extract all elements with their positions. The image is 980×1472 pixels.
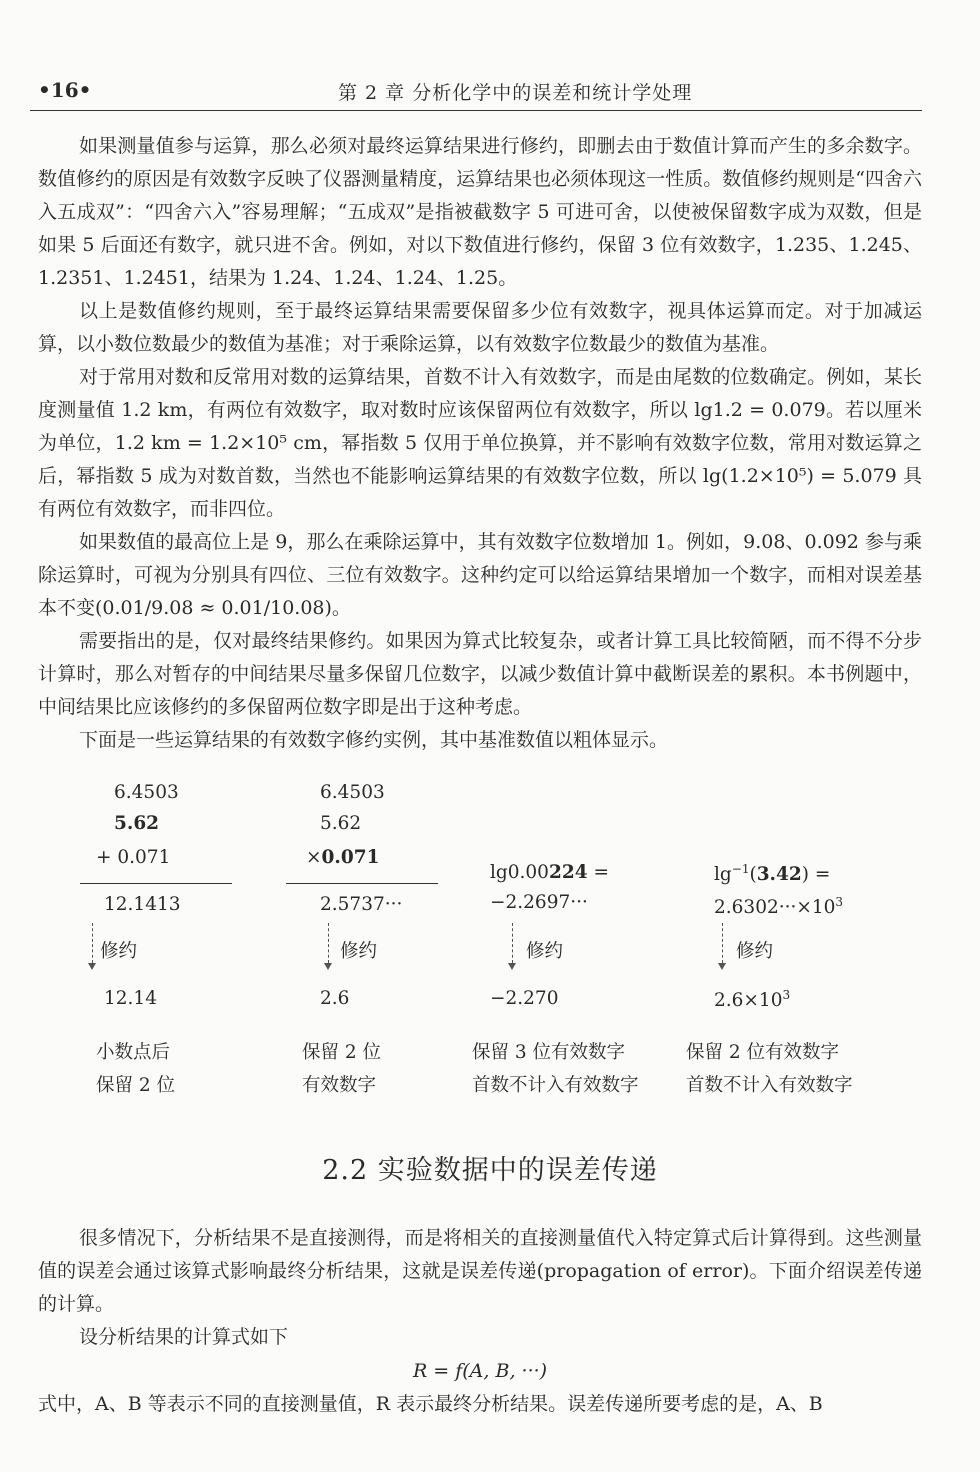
paragraph: 式中，A、B 等表示不同的直接测量值，R 表示最终分析结果。误差传递所要考虑的是，A、B xyxy=(38,1393,823,1415)
rounding-examples xyxy=(38,775,938,1105)
section-body xyxy=(38,1222,922,1421)
col3-result: −2.2697··· xyxy=(490,892,588,913)
col4-arrow-icon xyxy=(722,923,723,963)
col2-operand-c: ×0.071 xyxy=(306,847,380,868)
col3-note: 保留 3 位有效数字 xyxy=(472,1042,626,1063)
col3-expression: lg0.00224 = xyxy=(490,862,609,883)
col1-operand-b: 5.62 xyxy=(114,813,160,834)
paragraph: 对于常用对数和反常用对数的运算结果，首数不计入有效数字，而是由尾数的位数确定。例如，某长度测量值 1.2 km，有两位有效数字，取对数时应该保留两位有效数字，所以 lg1.2 = 0.079。若以厘米为单位，1.2 km = 1.2×10⁵ cm，幂指数 5 仅用于单位换算，并不影响有效数字位数，常用对数运算之后，幂指数 5 成为对数首数，当然也不能影响运算结果的有效数字位数，所以 lg(1.2×10⁵) = 5.079 具有两位有效数字，而非四位。 xyxy=(38,366,922,520)
col3-rounded: −2.270 xyxy=(490,988,559,1009)
col3-note: 首数不计入有效数字 xyxy=(472,1075,639,1096)
col1-rounded: 12.14 xyxy=(104,988,157,1009)
chapter-title: 第 2 章 分析化学中的误差和统计学处理 xyxy=(338,82,693,104)
col1-result: 12.1413 xyxy=(104,894,181,915)
col2-result: 2.5737··· xyxy=(320,894,403,915)
col4-result: $2.6302\cdot\cdot\cdot\times 10^3$ xyxy=(714,895,844,919)
col1-note: 保留 2 位 xyxy=(96,1075,176,1096)
col1-note: 小数点后 xyxy=(96,1042,171,1063)
col4-note: 保留 2 位有效数字 xyxy=(686,1042,840,1063)
col2-product-line xyxy=(286,883,438,884)
paragraph: 设分析结果的计算式如下 xyxy=(79,1326,289,1348)
formula: R = f(A, B, ···) xyxy=(412,1360,548,1382)
body-text xyxy=(38,130,922,757)
col4-expression: $\lg^{-1}(3.42)$ = xyxy=(714,862,831,886)
section-heading: 2.2 实验数据中的误差传递 xyxy=(322,1155,658,1186)
col4-arrow-label: 修约 xyxy=(736,941,774,962)
header-rule xyxy=(30,110,922,111)
paragraph: 需要指出的是，仅对最终结果修约。如果因为算式比较复杂，或者计算工具比较简陋，而不得不分步计算时，那么对暂存的中间结果尽量多保留几位数字，以减少数值计算中截断误差的累积。本书例题中，中间结果比应该修约的多保留两位数字即是出于这种考虑。 xyxy=(38,630,922,718)
col1-operand-a: 6.4503 xyxy=(114,782,179,803)
col4-note: 首数不计入有效数字 xyxy=(686,1075,853,1096)
col2-rounded: 2.6 xyxy=(320,988,350,1009)
col3-arrow-icon xyxy=(512,923,513,963)
col1-arrow-icon xyxy=(92,923,93,963)
times-icon: × xyxy=(306,847,322,868)
col2-operand-b: 5.62 xyxy=(320,813,362,834)
col2-note: 保留 2 位 xyxy=(302,1042,382,1063)
paragraph: 以上是数值修约规则，至于最终运算结果需要保留多少位有效数字，视具体运算而定。对于加减运算，以小数位数最少的数值为基准；对于乘除运算，以有效数字位数最少的数值为基准。 xyxy=(38,300,922,355)
page-header xyxy=(38,78,920,108)
col2-arrow-icon xyxy=(328,923,329,963)
paragraph: 很多情况下，分析结果不是直接测得，而是将相关的直接测量值代入特定算式后计算得到。这些测量值的误差会通过该算式影响最终分析结果，这就是误差传递(propagation of error)。下面介绍误差传递的计算。 xyxy=(38,1227,922,1315)
col1-operand-c: + 0.071 xyxy=(96,847,171,868)
paragraph: 下面是一些运算结果的有效数字修约实例，其中基准数值以粗体显示。 xyxy=(79,729,669,751)
col3-arrow-label: 修约 xyxy=(526,941,564,962)
paragraph: 如果数值的最高位上是 9，那么在乘除运算中，其有效数字位数增加 1。例如，9.08、0.092 参与乘除运算时，可视为分别具有四位、三位有效数字。这种约定可以给运算结果增加一个数字，而相对误差基本不变(0.01/9.08 ≈ 0.01/10.08)。 xyxy=(38,531,922,619)
page-number: •16• xyxy=(38,78,92,102)
col4-rounded: $2.6\times 10^3$ xyxy=(714,988,791,1012)
col2-operand-a: 6.4503 xyxy=(320,782,385,803)
paragraph: 如果测量值参与运算，那么必须对最终运算结果进行修约，即删去由于数值计算而产生的多余数字。数值修约的原因是有效数字反映了仪器测量精度，运算结果也必须体现这一性质。数值修约规则是“四舍六入五成双”：“四舍六入”容易理解；“五成双”是指被截数字 5 可进可舍，以使被保留数字成为双数，但是如果 5 后面还有数字，就只进不舍。例如，对以下数值进行修约，保留 3 位有效数字，1.235、1.245、1.2351、1.2451，结果为 1.24、1.24、1.24、1.25。 xyxy=(38,135,922,289)
col2-note: 有效数字 xyxy=(302,1075,377,1096)
col2-arrow-label: 修约 xyxy=(340,941,378,962)
col1-sum-line xyxy=(80,883,232,884)
col1-arrow-label: 修约 xyxy=(100,941,138,962)
